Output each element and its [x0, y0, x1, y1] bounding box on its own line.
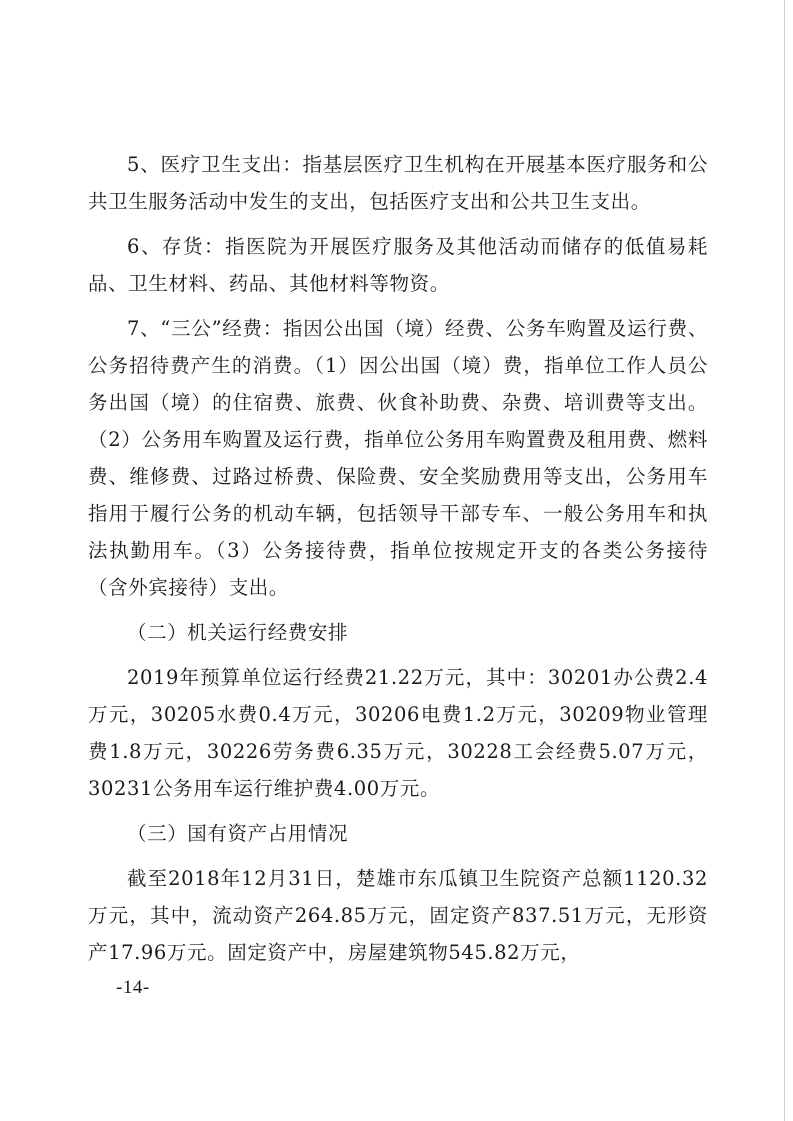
paragraph-inventory: 6、存货：指医院为开展医疗服务及其他活动而储存的低值易耗品、卫生材料、药品、其他材料等物资。: [88, 235, 708, 295]
paragraph-state-assets: 截至2018年12月31日，楚雄市东瓜镇卫生院资产总额1120.32万元，其中，流动资产264.85万元，固定资产837.51万元，无形资产17.96万元。固定资产中，房屋建筑物545.82万元，: [88, 867, 708, 964]
paragraph-three-public-expenses: 7、“三公”经费：指因公出国（境）经费、公务车购置及运行费、公务招待费产生的消费。（1）因公出国（境）费，指单位工作人员公务出国（境）的住宿费、旅费、伙食补助费、杂费、培训费等支出。（2）公务用车购置及运行费，指单位公务用车购置费及租用费、燃料费、维修费、过路过桥费、保险费、安全奖励费用等支出，公务用车指用于履行公务的机动车辆，包括领导干部专车、一般公务用车和执法执勤用车。（3）公务接待费，指单位按规定开支的各类公务接待（含外宾接待）支出。: [88, 317, 708, 599]
scan-edge-line: [784, 0, 785, 1121]
section-heading-state-assets: （三）国有资产占用情况: [127, 822, 349, 845]
paragraph-medical-expenditure: 5、医疗卫生支出：指基层医疗卫生机构在开展基本医疗服务和公共卫生服务活动中发生的支出，包括医疗支出和公共卫生支出。: [88, 153, 708, 213]
section-heading-operating-funds: （二）机关运行经费安排: [127, 621, 349, 644]
page-number: -14-: [116, 977, 150, 998]
paragraph-operating-funds: 2019年预算单位运行经费21.22万元，其中：30201办公费2.4万元，30205水费0.4万元，30206电费1.2万元，30209物业管理费1.8万元，30226劳务费6.35万元，30228工会经费5.07万元，30231公务用车运行维护费4.00万元。: [88, 666, 708, 800]
page-body: [88, 146, 708, 971]
